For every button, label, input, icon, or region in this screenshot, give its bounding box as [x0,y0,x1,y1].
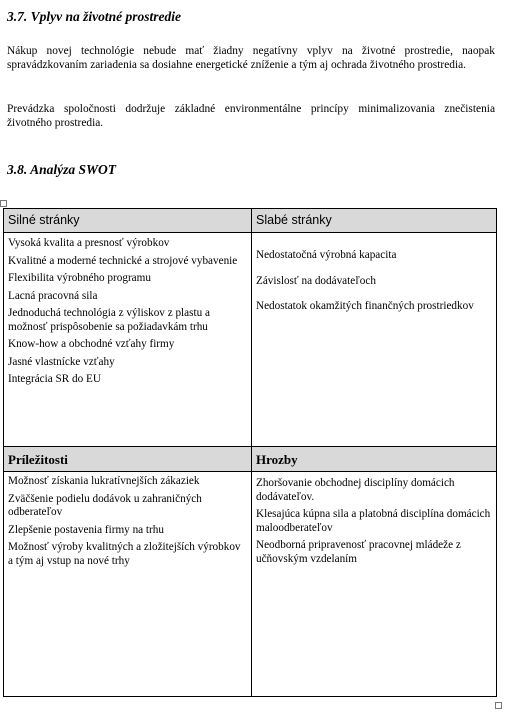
divider [251,209,252,696]
list-item: Neodborná pripravenosť pracovnej mládeže z učňovským vzdelaním [256,539,461,565]
environment-paragraph-1: Nákup novej technológie nebude mať žiadny negatívny vplyv na životné prostredie, naopak spravádzkovaním zariadenia sa dosiahne energetické zníženie a tým aj ochrada životného prostredia. [7,45,495,71]
list-item: Lacná pracovná sila [8,289,98,302]
list-item: Klesajúca kúpna sila a platobná disciplína domácich maloodberateľov [256,508,491,534]
list-item: Vysoká kvalita a presnosť výrobkov [8,237,170,249]
threats-title: Hrozby [256,452,298,467]
list-item: Jasné vlastnícke vzťahy [8,355,115,368]
list-item: Zhoršovanie obchodnej disciplíny domácich dodávateľov. [256,477,455,503]
list-item: Flexibilita výrobného programu [8,272,151,284]
list-item: Jednoduchá technológia z výliskov z plastu a možnosť prispôsobenie sa požiadavkám trhu [8,307,210,333]
swot-table [3,208,497,697]
strengths-title: Silné stránky [8,213,80,227]
section-heading-environment: 3.7. Vplyv na životné prostredie [7,9,181,24]
list-item: Zlepšenie postavenia firmy na trhu [8,523,164,536]
list-item: Zväčšenie podielu dodávok u zahraničných odberateľov [8,492,202,518]
list-item: Nedostatok okamžitých finančných prostriedkov [256,300,474,312]
weaknesses-title: Slabé stránky [256,213,332,227]
environment-paragraph-2: Prevádzka spoločnosti dodržuje základné environmentálne princípy minimalizovania znečistenia životného prostredia. [7,103,495,129]
opportunities-title: Príležitosti [8,452,68,467]
table-move-handle[interactable] [0,200,7,207]
divider [4,232,496,233]
list-item: Možnosť výroby kvalitných a zložitejších výrobkov a tým aj vstup na nové trhy [8,541,241,567]
section-heading-swot: 3.8. Analýza SWOT [7,162,117,177]
list-item: Kvalitné a moderné technické a strojové vybavenie [8,254,238,267]
list-item: Know-how a obchodné vzťahy firmy [8,338,175,350]
strengths-list [8,237,248,391]
list-item: Integrácia SR do EU [8,373,101,385]
list-item: Možnosť získania lukratívnejších zákaziek [8,475,200,487]
list-item: Nedostatočná výrobná kapacita [256,249,397,261]
weaknesses-list [256,249,492,318]
threats-list [256,477,492,570]
list-item: Závislosť na dodávateľoch [256,274,376,287]
opportunities-list [8,475,248,572]
divider [4,471,496,472]
swot-header-row-bottom [4,447,496,471]
table-resize-handle[interactable] [495,702,502,709]
